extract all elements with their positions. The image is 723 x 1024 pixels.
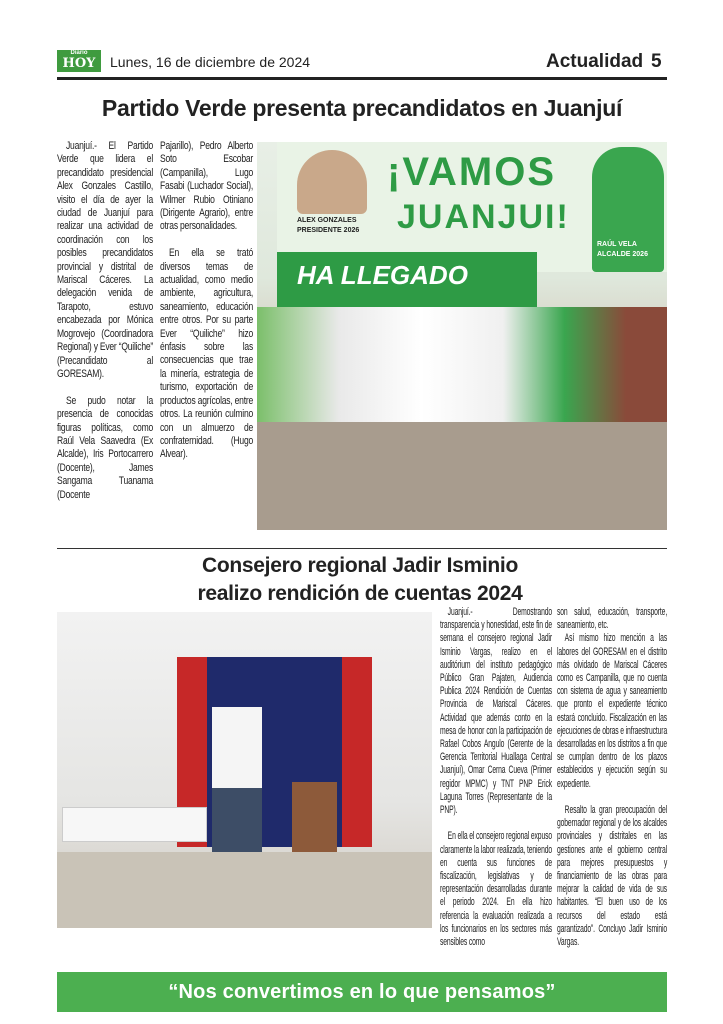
banner-line-2: JUANJUI! xyxy=(397,198,570,236)
page-number: 5 xyxy=(651,51,662,72)
banner-role-left: PRESIDENTE 2026 xyxy=(297,227,360,234)
banner-slogan: HA LLEGADO xyxy=(297,260,468,290)
paragraph: En ella se trató diversos temas de actualidad, como medio ambiente, agricultura, saneamiento, educación entre otros. Por su parte Ever “Quiliche” hizo énfasis sobre las consecuencias que trae la minería, estrategia de turismo, exportación de productos agrícolas, entre otros. La reunión culmino con un almuerzo de confraternidad. (Hugo Alvear). xyxy=(160,247,253,461)
paragraph: Así mismo hizo mención a las labores del GORESAM en el distrito más olvidado de Mariscal Cáceres como es Campanilla, que no cuenta con sistema de agua y saneamiento que pronto el expediente técnico estará concluido. Fiscalización en las ejecuciones de obras e infraestructura desarrolladas en los distritos a fin que se cumplan dentro de los plazos establecidos y ejecución según su expediente. xyxy=(557,632,668,790)
banner-line-1: ¡VAMOS xyxy=(387,150,557,194)
article1-column-2 xyxy=(160,140,253,462)
banner-role-right: ALCALDE 2026 xyxy=(597,251,648,258)
paragraph: son salud, educación, transporte, saneamiento, etc. xyxy=(557,606,668,632)
curtain-right xyxy=(342,657,372,847)
paragraph: En ella el consejero regional expuso claramente la labor realizada, teniendo en cuenta sus funciones de fiscalización, legislativas y de representación desarrolladas durante el periodo 2024. En ella hizo referencia la evaluación realizada a los funcionarios en los sectores más sensibles como xyxy=(440,830,552,949)
headline-line-2: realizo rendición de cuentas 2024 xyxy=(197,582,523,605)
paragraph: Resalto la gran preocupación del gobernador regional y de los alcaldes provinciales y distritales en las gestiones ante el gobierno central para mejores presupuestos y financiamiento de las obras para mejorar la calidad de vida de sus habitantes. “El buen uso de los recursos del estado está garantizado”. Concluyo Jadir Isminio Vargas. xyxy=(557,804,668,949)
newspaper-logo xyxy=(57,50,101,72)
banner-name-left: ALEX GONZALES xyxy=(297,217,357,224)
quote-banner: “Nos convertimos en lo que pensamos” xyxy=(57,972,667,1012)
floor xyxy=(57,852,432,928)
logo-big-text: HOY xyxy=(62,56,96,71)
floor xyxy=(257,422,667,530)
article-divider xyxy=(57,548,667,549)
headline-line-1: Consejero regional Jadir Isminio xyxy=(202,554,518,577)
section-name: Actualidad xyxy=(546,51,644,72)
article1-photo xyxy=(257,142,667,530)
paragraph: Pajarillo), Pedro Alberto Soto Escobar (Campanilla), Lugo Fasabi (Luchador Social), Wilmer Rubio Otiniano (Dirigente Agrario), entre otras personalidades. xyxy=(160,140,253,233)
article2-column-1 xyxy=(440,606,552,949)
banner-name-right: RAÚL VELA xyxy=(597,241,637,248)
paragraph: Juanjuí.- Demostrando transparencia y honestidad, este fin de semana el consejero regional Jadir Isminio Vargas, realizo en el auditórium del instituto pedagógico Público Gran Pajaten, Audiencia Publica 2024 Rendición de Cuentas Provincia de Mariscal Cáceres. Actividad que además conto en la mesa de honor con la participación de Rafael Cobos Angulo (Gerente de la Gerencia Territorial Huallaga Central Juanjuí), Omar Cerna Cueva (Primer regidor MPMC) y TNT PNP Erick Laguna Torres (Representante de la PNP). xyxy=(440,606,552,817)
article1-headline: Partido Verde presenta precandidatos en Juanjuí xyxy=(101,95,623,121)
issue-date: Lunes, 16 de diciembre de 2024 xyxy=(110,54,311,70)
candidate-portrait-left xyxy=(297,150,367,214)
paragraph: Se pudo notar la presencia de conocidas figuras políticas, como Raúl Vela Saavedra (Ex Alcalde), Iris Portocarrero (Docente), James Sangama Tuanama (Docente xyxy=(57,394,153,501)
paragraph: Juanjuí.- El Partido Verde que lidera el precandidato presidencial Alex Gonzales Castillo, visito el día de ayer la ciudad de Juanjuí para realizar una actividad de coordinación con los posibles precandidatos provincial y distrital de Mariscal Cáceres. La delegación venida de Tarapoto, estuvo encabezada por Mónica Mogrovejo (Coordinadora Regional) y Ever “Quiliche” (Precandidato al GORESAM). xyxy=(57,140,154,380)
head-table xyxy=(62,807,207,842)
article2-photo xyxy=(57,612,432,928)
article2-headline xyxy=(160,552,560,608)
logo-small-text: Diario xyxy=(70,50,88,56)
article1-column-1 xyxy=(57,140,153,502)
group-of-people xyxy=(257,307,667,422)
article2-column-2 xyxy=(557,606,667,949)
header-rule xyxy=(57,77,667,80)
